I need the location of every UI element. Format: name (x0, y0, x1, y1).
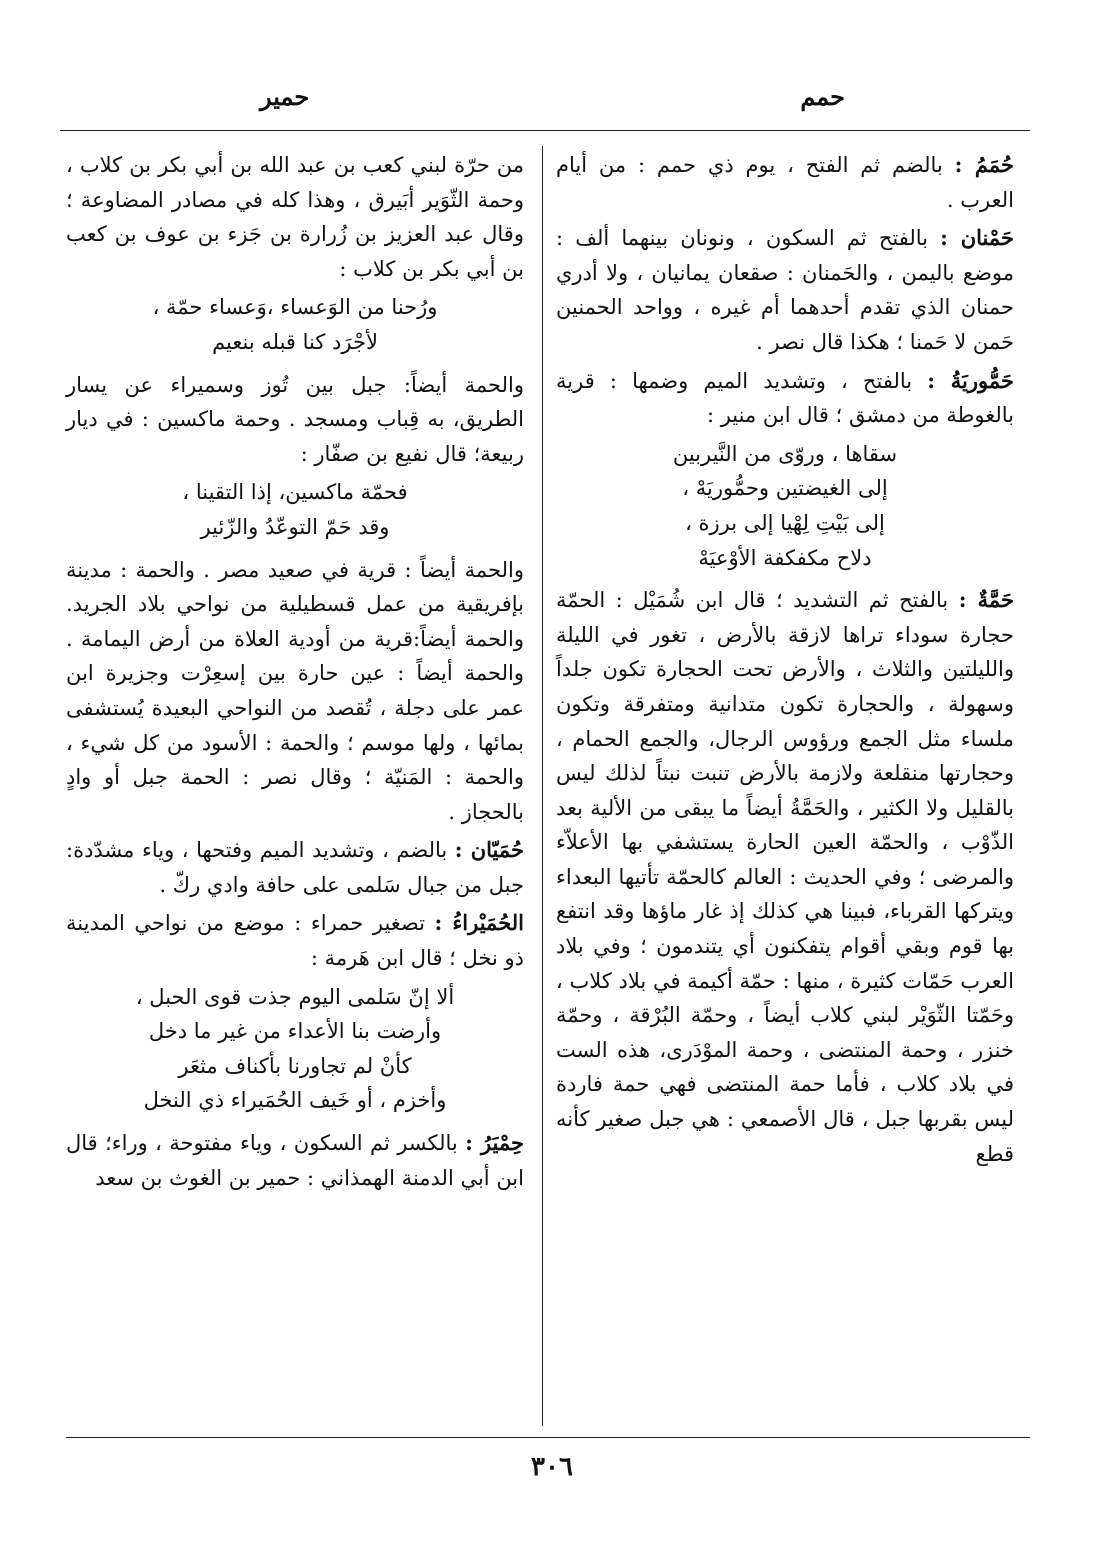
headword: حَمْنان : (940, 225, 1014, 251)
right-column (556, 148, 1014, 1175)
verse-block (66, 980, 524, 1118)
verse-block (66, 290, 524, 359)
headword: حُمَمُ : (954, 152, 1014, 177)
headword: حُمَيّان : (454, 837, 524, 863)
verse-line: كأنْ لم تجاورنا بأكناف مثعَر (178, 1053, 412, 1078)
verse-line: دلاح مكفكفة الأوْعيَهْ (698, 545, 872, 570)
left-column (66, 148, 524, 1199)
verse-block (66, 475, 524, 544)
entry-humam (556, 148, 1014, 217)
verse-line: وقد حَمّ التوعّدُ والزّئير (200, 514, 390, 539)
page-header (60, 82, 1030, 122)
entry-text: بالضم ، وتشديد الميم وفتحها ، وياء مشدّدة: جبل من جبال سَلمى على حافة وادي ركّ . (66, 838, 524, 897)
header-rule (60, 130, 1030, 131)
paragraph: والحمة أيضاً : قرية في صعيد مصر . والحمة : مدينة بإفريقية من عمل قسطيلية من نواحي بلاد الجريد. والحمة أيضاً:قرية من أودية العلاة من أرض اليمامة . والحمة أيضاً : عين حارة بين إسعِرْت وجزيرة ابن عمر على دجلة ، تُقصد من النواحي البعيدة يُستشفى بمائها ، ولها موسم ؛ والحمة : الأسود من كل شيء ، والحمة : المَنيّة ؛ وقال نصر : الحمة جبل أو وادٍ بالحجاز . (66, 557, 524, 824)
paragraph: والحمة أيضاً: جبل بين تُوز وسميراء عن يسار الطريق، به قِباب ومسجد . وحمة ماكسين : في ديار ربيعة؛ قال نفيع بن صفّار : (66, 372, 524, 466)
verse-block (556, 437, 1014, 575)
verse-line: ألا إنّ سَلمى اليوم جذت قوى الحبل ، (135, 984, 455, 1009)
entry-text: بالفتح ، وتشديد الميم وضمها : قرية بالغوطة من دمشق ؛ قال ابن منير : (556, 368, 1014, 428)
headword: حَمُّوريَةُ : (927, 367, 1014, 393)
entry-humayyan (66, 833, 524, 902)
entry-text: تصغير حمراء : موضع من نواحي المدينة ذو نخل ؛ قال ابن هَرمة : (66, 911, 524, 971)
verse-line: وأرضت بنا الأعداء من غير ما دخل (148, 1019, 442, 1044)
headword: حَمَّةٌ : (958, 587, 1014, 613)
entry-text: بالفتح ثم التشديد ؛ قال ابن شُمَيْل : الحمّة حجارة سوداء تراها لازقة بالأرض ، تغور في الليلة والليلتين والثلاث ، والأرض تحت الحجارة تكون جلداً وسهولة ، والحجارة تكون متدانية ومتفرقة وتكون ملساء مثل الجمع ورؤوس الرجال، والجمع الحمام ، وحجارتها منقلعة ولازمة بالأرض تنبت نبتاً لذلك ليس بالقليل ولا الكثير ، والحَمَّةُ أيضاً ما يبقى من الألية بعد الذّوْب ، والحمّة العين الحارة يستشفي بها الأعلاّء والمرضى ؛ وفي الحديث : العالم كالحمّة تأتيها البعداء ويتركها القرباء، فبينا هي كذلك إذ غار ماؤها وقد انتفع بها قوم وبقي أقوام يتفكنون أي يتندمون ؛ وفي بلاد العرب حَمّات كثيرة ، منها : حمّة أكيمة في بلاد كلاب ، وحَمّتا الثّوَيْر لبني كلاب أيضاً ، وحمّة البُرْقة ، وحمّة خنزر ، وحمة المنتضى ، وحمة الموْدَرى، هذه الست في بلاد كلاب ، فأما حمة المنتضى فهي حمة فاردة ليس بقربها جبل ، قال الأصمعي : هي جبل صغير كأنه قطع (556, 588, 1014, 1166)
entry-text: بالضم ثم الفتح ، يوم ذي حمم : من أيام العرب . (556, 153, 1014, 212)
verse-line: إلى بَيْتِ لِهْيا إلى برزة ، (685, 510, 885, 535)
headword: الحُمَيْراءُ : (434, 910, 524, 936)
page-number: ٣٠٦ (531, 1452, 573, 1482)
column-divider (542, 146, 543, 1426)
entry-himyar (66, 1126, 524, 1195)
entry-text: بالفتح ثم السكون ، ونونان بينهما ألف : موضع باليمن ، والحَمنان : صقعان يمانيان ، ولا أدري حمنان الذي تقدم أحدهما أم غيره ، وواحد الحمنين حَمن لا حَمنا ؛ هكذا قال نصر . (556, 226, 1014, 354)
left-running-head: حمير (260, 82, 310, 111)
verse-line: سقاها ، وروّى من النَّيربين (672, 441, 898, 466)
footer-rule (66, 1437, 1030, 1438)
right-running-head: حمم (800, 82, 845, 111)
verse-line: فحمّة ماكسين، إذا التقينا ، (182, 480, 408, 505)
entry-humayra (66, 906, 524, 975)
paragraph: من حرّة لبني كعب بن عبد الله بن أبي بكر بن كلاب ، وحمة الثّوَير أبَيرق ، وهذا كله في مصادر المضاوعة ؛ وقال عبد العزيز بن زُرارة بن جَزء بن عوف بن كعب بن أبي بكر بن كلاب : (66, 153, 524, 281)
entry-hamnan (556, 221, 1014, 359)
entry-hammuriya (556, 364, 1014, 433)
verse-line: وأخزم ، أو خَيف الحُمَيراء ذي النخل (143, 1088, 447, 1113)
verse-line: لأجْرَد كنا قبله بنعيم (212, 329, 378, 354)
verse-line: إلى الغيضتين وحمُّوريَهْ ، (682, 476, 888, 501)
headword: حِمْيَرُ : (465, 1130, 524, 1156)
entry-text: بالكسر ثم السكون ، وياء مفتوحة ، وراء؛ قال ابن أبي الدمنة الهمذاني : حمير بن الغوث بن سعد (66, 1131, 524, 1190)
entry-hamma (556, 583, 1014, 1171)
verse-line: ورُحنا من الوَعساء ،وَعساء حمّة ، (152, 295, 438, 320)
